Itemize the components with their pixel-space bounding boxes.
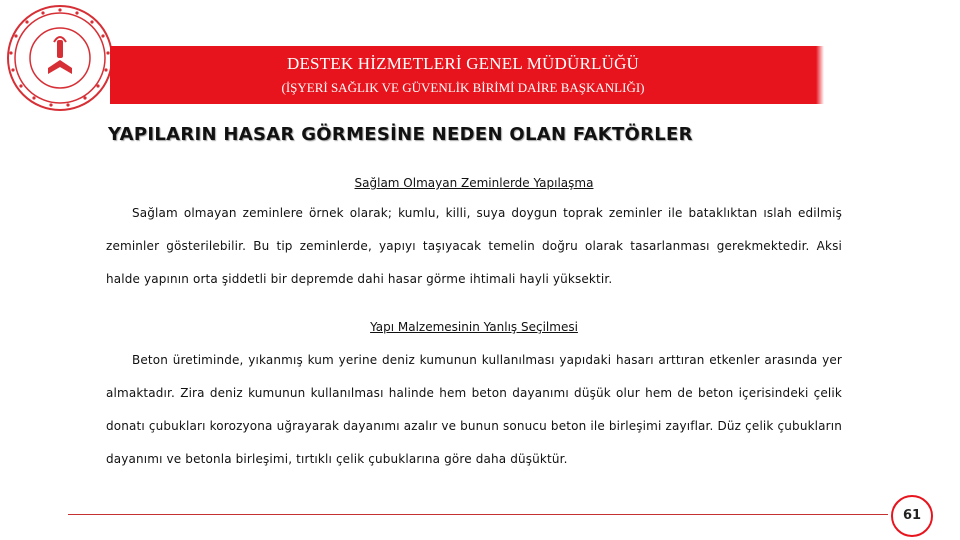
section-text-zemin: Sağlam olmayan zeminlere örnek olarak; kumlu, killi, suya doygun toprak zeminler ile bataklıktan ıslah edilmiş zeminler gösterilebilir. Bu tip zeminlerde, yapıyı taşıyacak temelin doğru olarak tasarlanması gerekmektedir. Aksi halde yapının orta şiddetli bir depremde dahi hasar görme ihtimali hayli yüksektir.: [106, 206, 842, 286]
ministry-seal-icon: [4, 2, 116, 114]
page-number: 61: [891, 495, 933, 537]
footer-divider: [68, 514, 888, 515]
section-title-malzeme: Yapı Malzemesinin Yanlış Seçilmesi: [370, 320, 578, 334]
header-banner-fade: [816, 46, 824, 104]
page-title: YAPILARIN HASAR GÖRMESİNE NEDEN OLAN FAKTÖRLER: [108, 124, 693, 145]
section-title-zemin: Sağlam Olmayan Zeminlerde Yapılaşma: [354, 176, 594, 190]
header-title: DESTEK HİZMETLERİ GENEL MÜDÜRLÜĞÜ: [286, 54, 640, 73]
section-text-malzeme: Beton üretiminde, yıkanmış kum yerine deniz kumunun kullanılması yapıdaki hasarı arttıran etkenler arasında yer almaktadır. Zira deniz kumunun kullanılması halinde hem beton dayanımı düşük olur hem de beton içerisindeki çelik donatı çubukları korozyona uğrayarak dayanımı azalır ve bunun sonucu beton ile birleşimi zayıflar. Düz çelik çubukların dayanımı ve betonla birleşimi, tırtıklı çelik çubuklarına göre daha düşüktür.: [106, 353, 842, 466]
header-subtitle: (İŞYERİ SAĞLIK VE GÜVENLİK BİRİMİ DAİRE BAŞKANLIĞI): [281, 80, 645, 95]
